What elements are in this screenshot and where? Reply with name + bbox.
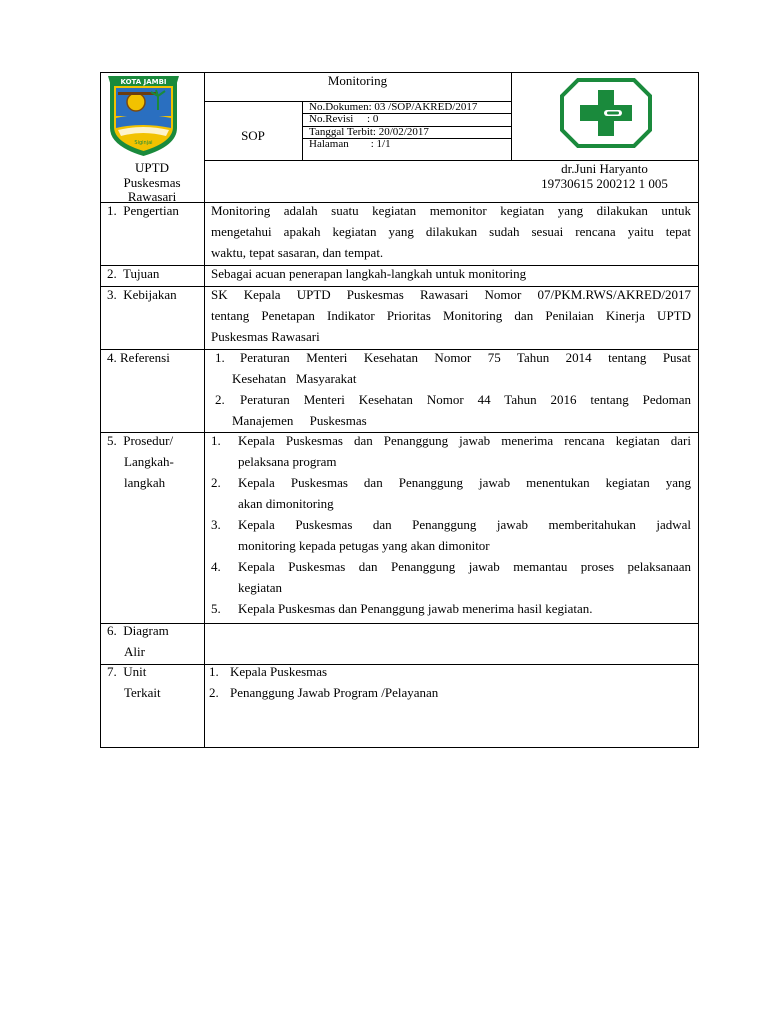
- prosedur-label-line: Langkah-: [124, 454, 174, 469]
- referensi-number: 1.: [215, 350, 225, 365]
- prosedur-line: Kepala Puskesmas dan Penanggung jawab menerima rencana kegiatan dari: [238, 433, 691, 448]
- diagram-content-area: [205, 624, 698, 664]
- prosedur-line: kegiatan: [238, 580, 283, 595]
- diagram-label-line: Alir: [124, 644, 145, 659]
- signer-name: dr.Juni Haryanto: [561, 161, 648, 176]
- prosedur-number: 1.: [211, 433, 221, 448]
- org-line-2: Puskesmas: [123, 175, 181, 190]
- document-title: Monitoring: [327, 73, 388, 88]
- tujuan-text: Sebagai acuan penerapan langkah-langkah untuk monitoring: [211, 266, 527, 281]
- referensi-number: 2.: [215, 392, 225, 407]
- prosedur-line: monitoring kepada petugas yang akan dimonitor: [238, 538, 490, 553]
- referensi-line: Peraturan Menteri Kesehatan Nomor 44 Tahun 2016 tentang Pedoman: [240, 392, 691, 407]
- doc-number: No.Dokumen: 03 /SOP/AKRED/2017: [309, 101, 478, 113]
- kebijakan-line: SK Kepala UPTD Puskesmas Rawasari Nomor 07/PKM.RWS/AKRED/2017: [211, 287, 691, 302]
- prosedur-line: akan dimonitoring: [238, 496, 334, 511]
- referensi-label: 4. Referensi: [107, 350, 170, 365]
- unit-item: Penanggung Jawab Program /Pelayanan: [230, 685, 439, 700]
- prosedur-line: Kepala Puskesmas dan Penanggung jawab menentukan kegiatan yang: [238, 475, 691, 490]
- org-line-1: UPTD: [135, 160, 169, 175]
- doc-issue-date: Tanggal Terbit: 20/02/2017: [309, 126, 429, 138]
- logo-banner-text: KOTA JAMBI: [120, 78, 167, 86]
- prosedur-line: Kepala Puskesmas dan Penanggung jawab menerima hasil kegiatan.: [238, 601, 593, 616]
- kebijakan-line: Puskesmas Rawasari: [211, 329, 320, 344]
- pengertian-line: Monitoring adalah suatu kegiatan memonitor kegiatan yang dilakukan untuk: [211, 203, 691, 218]
- pengertian-label: 1. Pengertian: [107, 203, 179, 218]
- doc-page: Halaman : 1/1: [309, 138, 391, 150]
- kebijakan-label: 3. Kebijakan: [107, 287, 177, 302]
- unit-number: 1.: [209, 664, 219, 679]
- prosedur-label-line: 5. Prosedur/: [107, 433, 174, 448]
- prosedur-line: Kepala Puskesmas dan Penanggung jawab memberitahukan jadwal: [238, 517, 691, 532]
- puskesmas-cross-logo: [560, 78, 652, 148]
- prosedur-number: 2.: [211, 475, 221, 490]
- tujuan-label: 2. Tujuan: [107, 266, 160, 281]
- prosedur-number: 4.: [211, 559, 221, 574]
- kebijakan-line: tentang Penetapan Indikator Prioritas Monitoring dan Penilaian Kinerja UPTD: [211, 308, 691, 323]
- prosedur-number: 5.: [211, 601, 221, 616]
- unit-label-line: Terkait: [124, 685, 161, 700]
- prosedur-line: pelaksana program: [238, 454, 337, 469]
- kota-jambi-logo: [106, 72, 181, 160]
- pengertian-line: waktu, tepat sasaran, dan tempat.: [211, 245, 384, 260]
- doc-revision: No.Revisi : 0: [309, 113, 379, 125]
- pengertian-line: mengetahui apakah kegiatan yang dilakukan sudah sesuai rencana yaitu tepat: [211, 224, 691, 239]
- referensi-line: Kesehatan Masyarakat: [232, 371, 357, 386]
- prosedur-line: Kepala Puskesmas dan Penanggung jawab memantau proses pelaksanaan: [238, 559, 691, 574]
- diagram-label-line: 6. Diagram: [107, 623, 169, 638]
- unit-label-line: 7. Unit: [107, 664, 147, 679]
- unit-item: Kepala Puskesmas: [230, 664, 328, 679]
- referensi-line: Manajemen Puskesmas: [232, 413, 367, 428]
- org-line-3: Rawasari: [127, 189, 177, 204]
- signer-nip: 19730615 200212 1 005: [541, 176, 668, 191]
- unit-number: 2.: [209, 685, 219, 700]
- prosedur-number: 3.: [211, 517, 221, 532]
- referensi-line: Peraturan Menteri Kesehatan Nomor 75 Tahun 2014 tentang Pusat: [240, 350, 691, 365]
- logo-motto-text: Siginjai: [134, 140, 153, 146]
- sop-label: SOP: [241, 128, 265, 143]
- prosedur-label-line: langkah: [124, 475, 166, 490]
